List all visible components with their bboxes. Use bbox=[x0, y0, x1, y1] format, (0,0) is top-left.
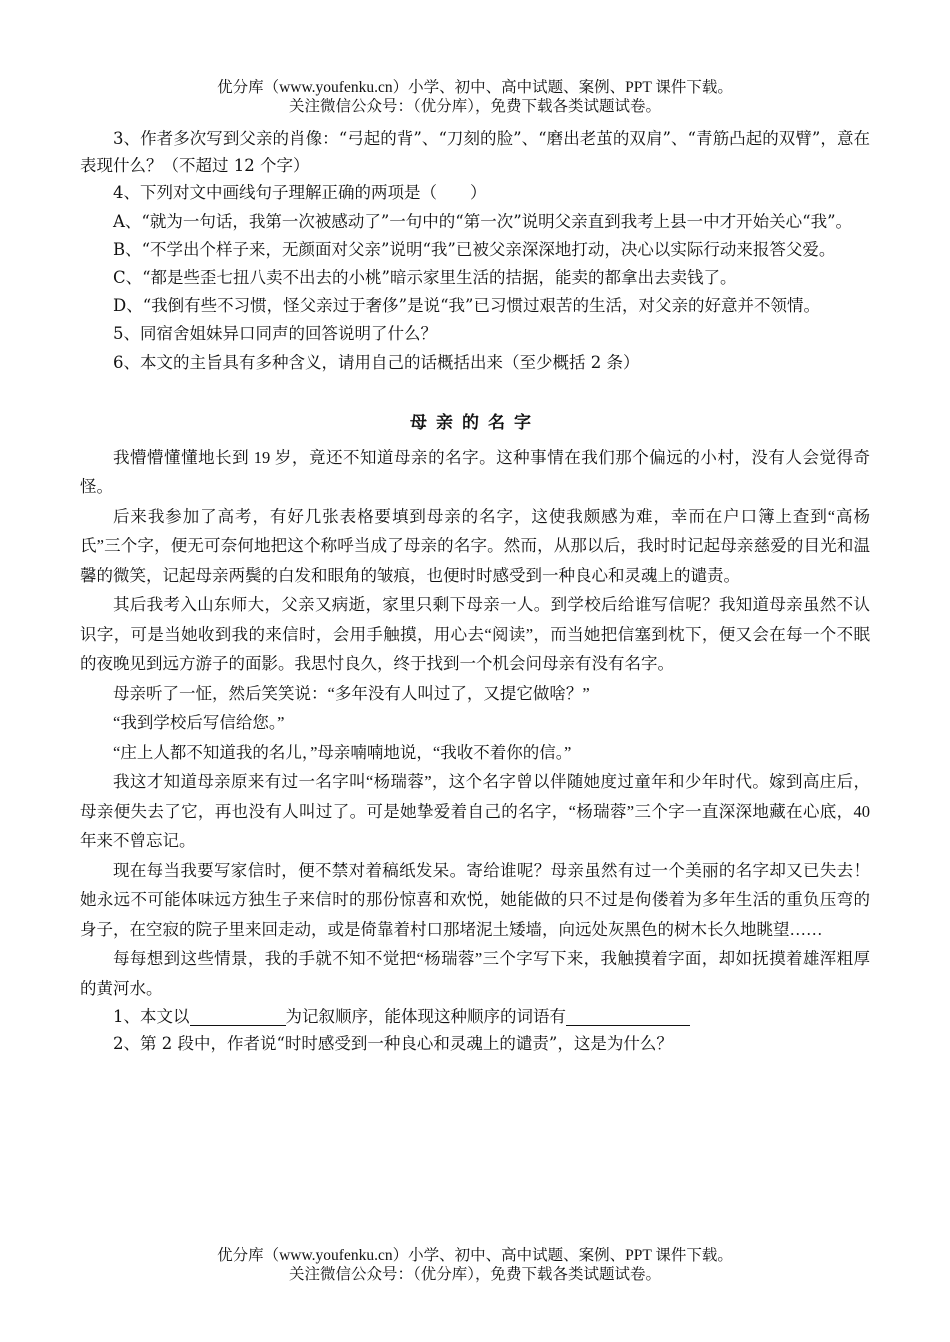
question-1-text-b: 为记叙顺序，能体现这种顺序的词语有 bbox=[285, 1007, 566, 1027]
question-3: 3、作者多次写到父亲的肖像：“弓起的背”、“刀刻的脸”、“磨出老茧的双肩”、“青筋凸起的双臂”，意在表现什么？（不超过 12 个字） bbox=[80, 129, 870, 176]
answer-blank-1[interactable] bbox=[190, 1007, 286, 1026]
page-footer bbox=[80, 1246, 870, 1284]
essay-paragraph: 后来我参加了高考，有好几张表格要填到母亲的名字，这使我颇感为难，幸而在户口簿上查到“高杨氏”三个字，便无可奈何地把这个称呼当成了母亲的名字。然而，从那以后，我时时记起母亲慈爱的目光和温馨的微笑，记起母亲两鬓的白发和眼角的皱痕，也便时时感受到一种良心和灵魂上的谴责。 bbox=[80, 506, 870, 585]
questions-bottom bbox=[80, 1003, 870, 1057]
footer-line-2: 关注微信公众号：（优分库），免费下载各类试题试卷。 bbox=[288, 1266, 661, 1283]
footer-line-1: 优分库（www.youfenku.cn）小学、初中、高中试题、案例、PPT 课件下载。 bbox=[217, 1247, 733, 1264]
question-1 bbox=[80, 1003, 870, 1030]
essay-body bbox=[80, 443, 870, 1004]
essay-paragraph: 现在每当我要写家信时，便不禁对着稿纸发呆。寄给谁呢？母亲虽然有过一个美丽的名字却又已失去！她永远不可能体味远方独生子来信时的那份惊喜和欢悦，她能做的只不过是佝偻着为多年生活的重负压弯的身子，在空寂的院子里来回走动，或是倚靠着村口那堵泥土矮墙，向远处灰黑色的树木长久地眺望…… bbox=[80, 860, 870, 939]
question-6: 6、本文的主旨具有多种含义，请用自己的话概括出来（至少概括 2 条） bbox=[113, 352, 640, 372]
header-line-2: 关注微信公众号：（优分库），免费下载各类试题试卷。 bbox=[288, 98, 661, 115]
question-5: 5、同宿舍姐妹异口同声的回答说明了什么？ bbox=[113, 324, 437, 344]
questions-top bbox=[80, 125, 870, 377]
essay-paragraph: “我到学校后写信给您。” bbox=[113, 713, 285, 733]
essay-paragraph: 我这才知道母亲原来有过一名字叫“杨瑞蓉”，这个名字曾以伴随她度过童年和少年时代。嫁到高庄后，母亲便失去了它，再也没有人叫过了。可是她挚爱着自己的名字，“杨瑞蓉”三个字一直深深地藏在心底，40 年来不曾忘记。 bbox=[80, 772, 870, 851]
page-header bbox=[80, 78, 870, 116]
essay-paragraph: 母亲听了一怔，然后笑笑说：“多年没有人叫过了，又提它做啥？” bbox=[113, 683, 590, 703]
essay-paragraph: 我懵懵懂懂地长到 19 岁，竟还不知道母亲的名字。这种事情在我们那个偏远的小村，没有人会觉得奇怪。 bbox=[80, 447, 870, 497]
essay-paragraph: 其后我考入山东师大，父亲又病逝，家里只剩下母亲一人。到学校后给谁写信呢？我知道母亲虽然不认识字，可是当她收到我的来信时，会用手触摸，用心去“阅读”，而当她把信塞到枕下，便又会在每一个不眠的夜晚见到远方游子的面影。我思忖良久，终于找到一个机会问母亲有没有名字。 bbox=[80, 595, 870, 674]
essay-paragraph: 每每想到这些情景，我的手就不知不觉把“杨瑞蓉”三个字写下来，我触摸着字面，却如抚摸着雄浑粗厚的黄河水。 bbox=[80, 949, 870, 998]
question-4-option-b: B、“不学出个样子来，无颜面对父亲”说明“我”已被父亲深深地打动，决心以实际行动来报答父爱。 bbox=[113, 239, 836, 259]
question-4: 4、下列对文中画线句子理解正确的两项是（ ） bbox=[113, 183, 487, 203]
question-4-option-c: C、“都是些歪七扭八卖不出去的小桃”暗示家里生活的拮据，能卖的都拿出去卖钱了。 bbox=[113, 268, 737, 288]
main-content bbox=[80, 125, 870, 1057]
question-4-option-d: D、“我倒有些不习惯，怪父亲过于奢侈”是说“我”已习惯过艰苦的生活，对父亲的好意并不领情。 bbox=[113, 296, 820, 316]
question-1-text-a: 1、本文以 bbox=[113, 1007, 190, 1027]
essay-paragraph: “庄上人都不知道我的名儿，”母亲喃喃地说，“我收不着你的信。” bbox=[113, 742, 572, 762]
question-4-option-a: A、“就为一句话，我第一次被感动了”一句中的“第一次”说明父亲直到我考上县一中才开始关心“我”。 bbox=[113, 211, 853, 231]
answer-blank-2[interactable] bbox=[566, 1007, 690, 1026]
question-2: 2、第 2 段中，作者说“时时感受到一种良心和灵魂上的谴责”，这是为什么？ bbox=[113, 1034, 673, 1054]
header-line-1: 优分库（www.youfenku.cn）小学、初中、高中试题、案例、PPT 课件下载。 bbox=[217, 79, 733, 96]
essay-title: 母亲的名字 bbox=[410, 412, 540, 433]
